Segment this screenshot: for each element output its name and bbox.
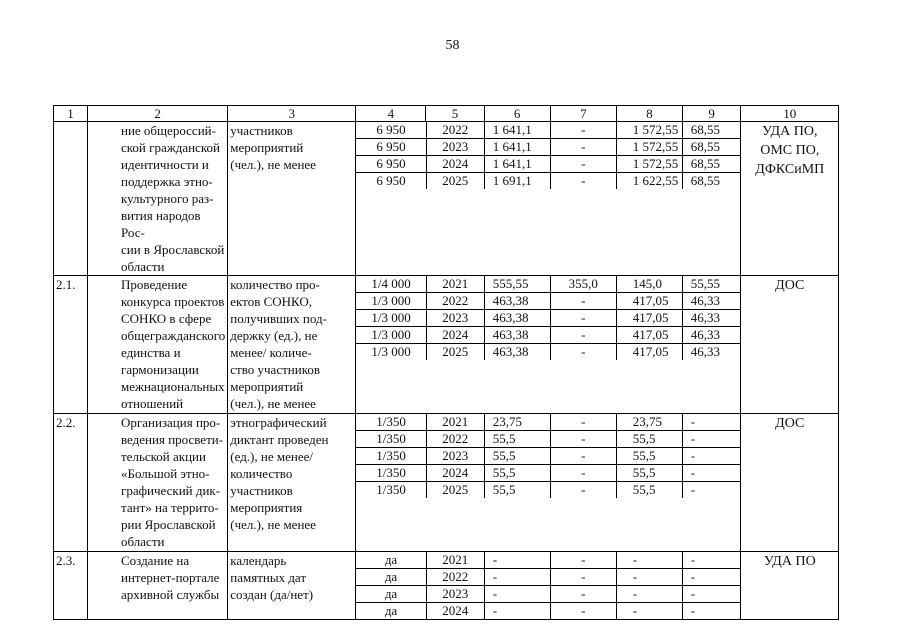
measure-name-line: общегражданского [121,328,226,343]
measure-name-line: Организация про- [121,415,221,430]
target-value: 1/3 000 [356,327,426,344]
target-value: да [356,552,426,569]
regional-budget: - [616,586,682,603]
indicator-line: ство участников [230,362,320,377]
year-row [356,293,740,310]
measure-name-line: культурного раз- [121,191,214,206]
target-value: 6 950 [356,156,426,173]
federal-budget: - [550,327,616,344]
target-value: 1/3 000 [356,293,426,310]
regional-budget: - [616,552,682,569]
year: 2025 [426,482,484,499]
federal-budget: 355,0 [550,276,616,293]
measure-name [88,552,228,620]
total-amount: 55,5 [484,431,550,448]
target-value: 1/350 [356,448,426,465]
measure-name-line: Создание на [121,553,190,568]
indicator-line: мероприятий [230,379,304,394]
regional-budget: 417,05 [616,327,682,344]
measure-name-line: рии Ярославской [121,517,216,532]
local-budget: - [690,482,696,497]
measure-name-line: области [121,534,165,549]
regional-budget: 1 572,55 [616,139,682,156]
regional-budget: 55,5 [616,482,682,499]
year-row [356,569,740,586]
local-budget: - [682,586,740,603]
indicator [228,552,356,620]
measure-name-line: идентичности и [121,157,209,172]
measure-name-line: области [121,259,165,274]
target-value: 1/4 000 [356,276,426,293]
target-value: да [356,603,426,620]
year: 2022 [426,569,484,586]
executor-line: УДА ПО, [762,124,818,139]
target-value: 1/350 [356,482,426,499]
year: 2024 [426,603,484,620]
target-value: 1/350 [356,414,426,431]
total-amount: 463,38 [484,310,550,327]
values-subtable [356,122,740,189]
values-grid [356,414,741,552]
executor [741,552,839,620]
local-budget: - [682,431,740,448]
executor-line: ДФКСиМП [755,162,825,177]
year-row [356,552,740,569]
federal-budget: - [550,586,616,603]
federal-budget: - [550,465,616,482]
measure-name-line: интернет-портале [121,570,220,585]
executor-line: УДА ПО [763,554,816,569]
total-amount: 55,5 [484,482,550,499]
measure-name-line: единства и [121,345,181,360]
header-cell-1: 1 [54,106,88,122]
executor-line: ДОС [775,416,805,431]
local-budget: 68,55 [682,139,740,156]
header-cell-5: 5 [426,106,484,122]
year-row [356,586,740,603]
year: 2024 [426,465,484,482]
measure-name-line: вития народов Рос- [121,208,201,240]
local-budget: - [690,603,696,618]
total-amount: 1 691,1 [484,173,550,190]
local-budget: 46,33 [682,310,740,327]
measure-name-line: тельской акции [121,449,206,464]
local-budget: 46,33 [682,293,740,310]
year-row [356,344,740,361]
table-row [54,414,839,552]
year: 2023 [426,448,484,465]
measure-name [88,414,228,552]
indicator [228,122,356,276]
measure-name-line: «Большой этно- [121,466,210,481]
indicator-line: создан (да/нет) [230,587,314,602]
regional-budget: 145,0 [616,276,682,293]
regional-budget: 23,75 [616,414,682,431]
local-budget: 68,55 [682,122,740,139]
target-value: 1/3 000 [356,344,426,361]
year: 2022 [426,122,484,139]
year-row [356,173,740,190]
total-amount: 55,5 [484,465,550,482]
local-budget: 68,55 [690,173,721,188]
measure-name-line: отношений [121,396,184,411]
executor [741,414,839,552]
regional-budget: 55,5 [616,448,682,465]
target-value: 1/3 000 [356,310,426,327]
indicator-line: участников [230,123,293,138]
values-grid [356,276,741,414]
target-value: да [356,569,426,586]
federal-budget: - [550,431,616,448]
target-value: 6 950 [356,173,426,190]
values-subtable [356,552,740,619]
year-row [356,156,740,173]
measure-name-line: гармонизации [121,362,199,377]
regional-budget: - [616,569,682,586]
total-amount: 463,38 [484,293,550,310]
target-value: да [356,586,426,603]
local-budget: - [682,448,740,465]
year: 2021 [426,414,484,431]
total-amount: - [484,603,550,620]
indicator-line: этнографический [230,415,327,430]
measure-name-line: поддержка этно- [121,174,213,189]
measure-name-line: конкурса проектов [121,294,225,309]
measure-name-line: межнациональных [121,379,225,394]
row-number: 2.2. [54,414,88,552]
total-amount: 1 641,1 [484,139,550,156]
federal-budget: - [550,448,616,465]
local-budget: - [682,414,740,431]
executor-line: ДОС [775,278,805,293]
year-row [356,465,740,482]
indicator [228,414,356,552]
year-row [356,448,740,465]
header-cell-2: 2 [88,106,228,122]
values-grid [356,552,741,620]
federal-budget: - [550,414,616,431]
header-cell-8: 8 [616,106,682,122]
local-budget: 46,33 [690,344,721,359]
regional-budget: 1 572,55 [616,122,682,139]
indicator-line: менее/ количе- [230,345,312,360]
year-row [356,139,740,156]
row-number: 2.3. [54,552,88,620]
local-budget: - [682,465,740,482]
header-cell-6: 6 [484,106,550,122]
year: 2021 [426,276,484,293]
total-amount: - [484,552,550,569]
header-row [54,106,839,122]
year-row [356,431,740,448]
federal-budget: - [550,552,616,569]
federal-budget: - [550,344,616,361]
row-number [54,122,88,276]
year-row [356,276,740,293]
measure-name [88,276,228,414]
target-value: 1/350 [356,431,426,448]
measure-name-line: СОНКО в сфере [121,311,212,326]
table-row [54,276,839,414]
measure-name-line: ведения просвети- [121,432,224,447]
total-amount: 1 641,1 [484,156,550,173]
total-amount: - [484,586,550,603]
total-amount: 463,38 [484,344,550,361]
year: 2024 [426,156,484,173]
regional-budget: 1 572,55 [616,156,682,173]
indicator-line: участников [230,483,293,498]
regional-budget: 55,5 [616,431,682,448]
measure-name-line: тант» на террито- [121,500,219,515]
year-row [356,482,740,499]
header-cell-10: 10 [741,106,839,122]
federal-budget: - [550,482,616,499]
local-budget: - [682,569,740,586]
total-amount: 463,38 [484,327,550,344]
executor [741,122,839,276]
indicator-line: (чел.), не менее [230,517,316,532]
year: 2025 [426,344,484,361]
executor [741,276,839,414]
total-amount: - [484,569,550,586]
year: 2023 [426,310,484,327]
header-cell-7: 7 [550,106,616,122]
target-value: 6 950 [356,122,426,139]
year: 2024 [426,327,484,344]
values-subtable [356,414,740,498]
row-number: 2.1. [54,276,88,414]
indicator-line: (чел.), не менее [230,157,316,172]
federal-budget: - [550,173,616,190]
local-budget: 55,55 [682,276,740,293]
federal-budget: - [550,293,616,310]
header-cell-9: 9 [683,106,741,122]
local-budget: 46,33 [682,327,740,344]
indicator-line: мероприятия [230,500,303,515]
measure-name-line: Проведение [121,277,188,292]
federal-budget: - [550,603,616,620]
federal-budget: - [550,569,616,586]
year-row [356,327,740,344]
federal-budget: - [550,139,616,156]
header-cell-4: 4 [356,106,426,122]
header-cell-3: 3 [228,106,356,122]
year-row [356,603,740,620]
table-row [54,122,839,276]
year: 2023 [426,139,484,156]
indicator-line: мероприятий [230,140,304,155]
indicator [228,276,356,414]
measure-name-line: графический дик- [121,483,221,498]
values-subtable [356,276,740,360]
regional-budget: - [616,603,682,620]
indicator-line: количество [230,466,293,481]
federal-budget: - [550,310,616,327]
federal-budget: - [550,122,616,139]
page-number: 58 [445,38,460,53]
measure-name-line: ской гражданской [121,140,220,155]
indicator-line: держку (ед.), не [230,328,318,343]
measure-name [88,122,228,276]
local-budget: 68,55 [682,156,740,173]
indicator-line: календарь [230,553,287,568]
target-value: 6 950 [356,139,426,156]
regional-budget: 417,05 [616,293,682,310]
year: 2022 [426,293,484,310]
regional-budget: 55,5 [616,465,682,482]
total-amount: 1 641,1 [484,122,550,139]
year-row [356,122,740,139]
local-budget: - [682,552,740,569]
regional-budget: 417,05 [616,344,682,361]
year: 2022 [426,431,484,448]
total-amount: 55,5 [484,448,550,465]
measure-name-line: сии в Ярославской [121,242,225,257]
table-row [54,552,839,620]
year: 2021 [426,552,484,569]
measure-name-line: архивной службы [121,587,220,602]
indicator-line: диктант проведен [230,432,329,447]
federal-budget: - [550,156,616,173]
year-row [356,310,740,327]
executor-line: ОМС ПО, [760,143,820,158]
indicator-line: количество про- [230,277,320,292]
year: 2023 [426,586,484,603]
values-grid [356,122,741,276]
program-table [53,105,839,620]
regional-budget: 1 622,55 [616,173,682,190]
indicator-line: получивших под- [230,311,327,326]
measure-name-line: ние общероссий- [121,123,216,138]
indicator-line: (чел.), не менее [230,396,316,411]
regional-budget: 417,05 [616,310,682,327]
total-amount: 555,55 [484,276,550,293]
indicator-line: памятных дат [230,570,307,585]
total-amount: 23,75 [484,414,550,431]
year: 2025 [426,173,484,190]
year-row [356,414,740,431]
target-value: 1/350 [356,465,426,482]
indicator-line: ектов СОНКО, [230,294,313,309]
indicator-line: (ед.), не менее/ [230,449,313,464]
